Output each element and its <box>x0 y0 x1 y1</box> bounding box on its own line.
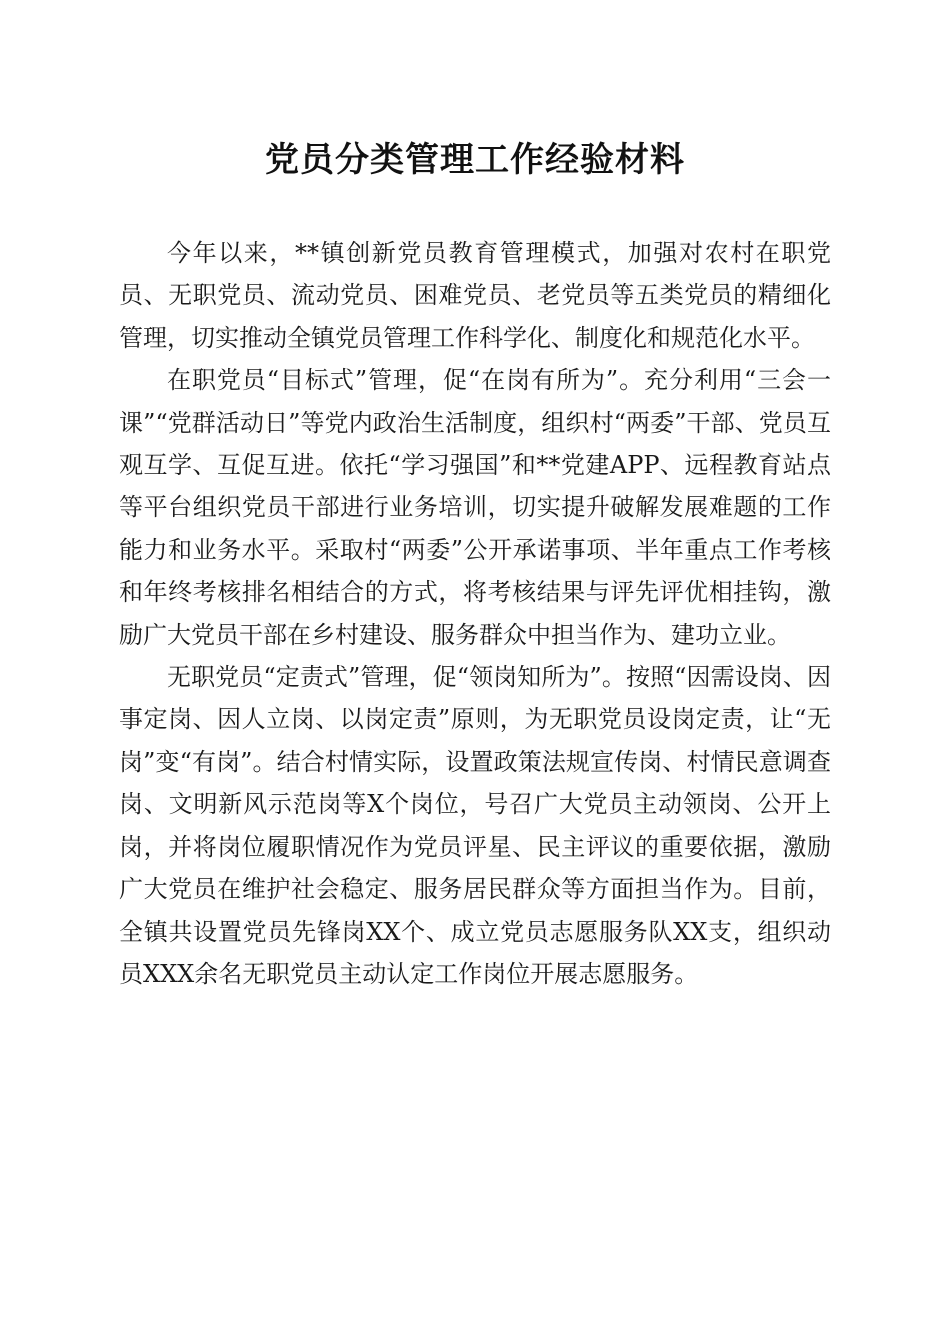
paragraph-intro: 今年以来，**镇创新党员教育管理模式，加强对农村在职党员、无职党员、流动党员、困难党员、老党员等五类党员的精细化管理，切实推动全镇党员管理工作科学化、制度化和规范化水平。 <box>119 239 831 352</box>
paragraph-non-post-members: 无职党员“定责式”管理，促“领岗知所为”。按照“因需设岗、因事定岗、因人立岗、以岗定责”原则，为无职党员设岗定责，让“无岗”变“有岗”。结合村情实际，设置政策法规宣传岗、村情民意调查岗、文明新风示范岗等X个岗位，号召广大党员主动领岗、公开上岗，并将岗位履职情况作为党员评星、民主评议的重要依据，激励广大党员在维护社会稳定、服务居民群众等方面担当作为。目前，全镇共设置党员先锋岗XX个、成立党员志愿服务队XX支，组织动员XXX余名无职党员主动认定工作岗位开展志愿服务。 <box>119 663 831 988</box>
document-body <box>119 232 831 995</box>
paragraph-in-service-members: 在职党员“目标式”管理，促“在岗有所为”。充分利用“三会一课”“党群活动日”等党内政治生活制度，组织村“两委”干部、党员互观互学、互促互进。依托“学习强国”和**党建APP、远程教育站点等平台组织党员干部进行业务培训，切实提升破解发展难题的工作能力和业务水平。采取村“两委”公开承诺事项、半年重点工作考核和年终考核排名相结合的方式，将考核结果与评先评优相挂钩，激励广大党员干部在乡村建设、服务群众中担当作为、建功立业。 <box>119 366 831 649</box>
document-title: 党员分类管理工作经验材料 <box>265 140 685 180</box>
